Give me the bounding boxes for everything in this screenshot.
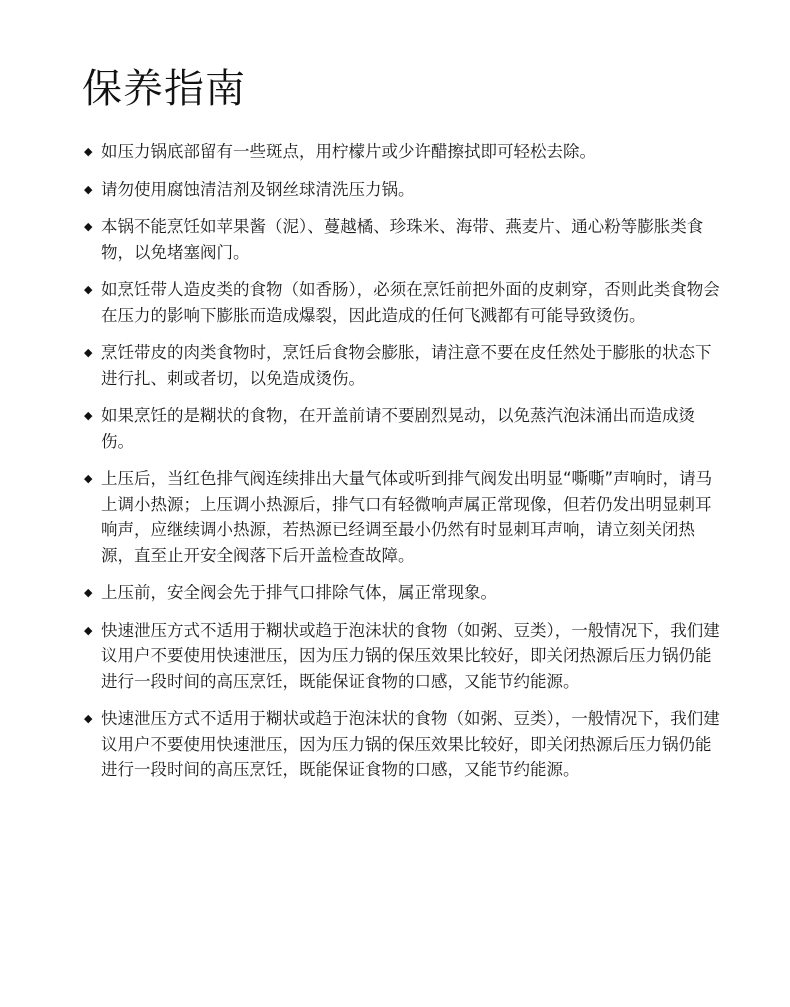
list-item bbox=[84, 580, 720, 606]
list-item bbox=[84, 277, 720, 328]
diamond-bullet-icon: ◆ bbox=[84, 712, 93, 725]
list-item bbox=[84, 466, 720, 568]
list-item-text: 上压后，当红色排气阀连续排出大量气体或听到排气阀发出明显“嘶嘶”声响时，请马上调小热源；上压调小热源后，排气口有轻微响声属正常现像，但若仍发出明显刺耳响声，应继续调小热源，若热源已经调至最小仍然有时显刺耳声响，请立刻关闭热源，直至止开安全阀落下后开盖检查故障。 bbox=[101, 469, 713, 565]
list-item bbox=[84, 706, 720, 783]
list-item-text: 上压前，安全阀会先于排气口排除气体，属正常现象。 bbox=[101, 583, 497, 602]
diamond-bullet-icon: ◆ bbox=[84, 283, 93, 296]
list-item bbox=[84, 403, 720, 454]
diamond-bullet-icon: ◆ bbox=[84, 586, 93, 599]
list-item bbox=[84, 340, 720, 391]
diamond-bullet-icon: ◆ bbox=[84, 145, 93, 158]
list-item-text: 烹饪带皮的肉类食物时，烹饪后食物会膨胀，请注意不要在皮任然处于膨胀的状态下进行扎、刺或者切，以免造成烫伤。 bbox=[101, 343, 712, 388]
list-item-text: 本锅不能烹饪如苹果酱（泥）、蔓越橘、珍珠米、海带、燕麦片、通心粉等膨胀类食物，以免堵塞阀门。 bbox=[101, 217, 704, 262]
list-item bbox=[84, 177, 720, 203]
list-item-text: 如烹饪带人造皮类的食物（如香肠），必须在烹饪前把外面的皮刺穿，否则此类食物会在压力的影响下膨胀而造成爆裂，因此造成的任何飞溅都有可能导致烫伤。 bbox=[101, 280, 720, 325]
list-item bbox=[84, 618, 720, 695]
care-instructions-list bbox=[84, 139, 720, 795]
list-item-text: 快速泄压方式不适用于糊状或趋于泡沫状的食物（如粥、豆类），一般情况下，我们建议用户不要使用快速泄压，因为压力锅的保压效果比较好，即关闭热源后压力锅仍能进行一段时间的高压烹饪，既能保证食物的口感，又能节约能源。 bbox=[101, 620, 720, 691]
list-item bbox=[84, 214, 720, 265]
diamond-bullet-icon: ◆ bbox=[84, 409, 93, 422]
list-item-text: 如压力锅底部留有一些斑点，用柠檬片或少许醋擦拭即可轻松去除。 bbox=[101, 142, 596, 161]
diamond-bullet-icon: ◆ bbox=[84, 472, 93, 485]
list-item-text: 请勿使用腐蚀清洁剂及钢丝球清洗压力锅。 bbox=[101, 179, 415, 199]
diamond-bullet-icon: ◆ bbox=[84, 346, 93, 359]
list-item bbox=[84, 139, 720, 165]
diamond-bullet-icon: ◆ bbox=[84, 623, 93, 637]
list-item-text: 快速泄压方式不适用于糊状或趋于泡沫状的食物（如粥、豆类），一般情况下，我们建议用户不要使用快速泄压，因为压力锅的保压效果比较好，即关闭热源后压力锅仍能进行一段时间的高压烹饪，既能保证食物的口感，又能节约能源。 bbox=[101, 709, 720, 779]
list-item-text: 如果烹饪的是糊状的食物，在开盖前请不要剧烈晃动，以免蒸汽泡沫涌出而造成烫伤。 bbox=[101, 406, 695, 451]
page-title: 保养指南 bbox=[82, 66, 246, 112]
diamond-bullet-icon: ◆ bbox=[84, 220, 93, 233]
diamond-bullet-icon: ◆ bbox=[84, 182, 93, 196]
